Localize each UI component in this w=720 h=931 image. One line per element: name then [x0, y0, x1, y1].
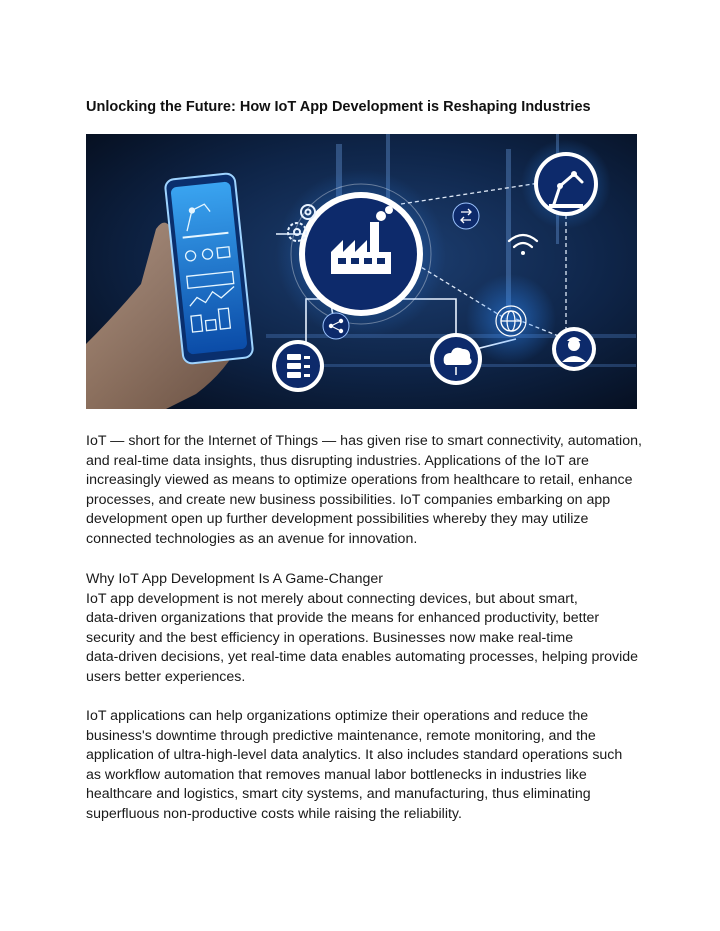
section-line: security and the best efficiency in operations. Businesses now make real-time — [86, 629, 574, 646]
worker-icon — [552, 327, 596, 371]
cloud-icon — [430, 333, 482, 385]
intro-line: processes, and create new business possibilities. IoT companies embarking on app — [86, 491, 611, 508]
article-title: Unlocking the Future: How IoT App Development is Reshaping Industries — [86, 99, 591, 115]
closing-paragraph — [86, 707, 646, 825]
section-block — [86, 570, 646, 688]
hero-image — [86, 134, 637, 409]
intro-line: increasingly viewed as means to optimize operations from healthcare to retail, enhance — [86, 472, 633, 489]
closing-line: IoT applications can help organizations optimize their operations and reduce the — [86, 708, 589, 724]
intro-line: development open up further development possibilities whereby they may utilize — [86, 511, 589, 528]
closing-line: business's downtime through predictive maintenance, remote monitoring, and the — [86, 727, 596, 744]
section-heading: Why IoT App Development Is A Game-Changer — [86, 571, 384, 587]
section-line: users better experiences. — [86, 668, 246, 685]
robot-arm-icon — [534, 152, 598, 216]
closing-line: application of ultra-high-level data analytics. It also includes standard operations such — [86, 747, 623, 764]
intro-line: connected technologies as an avenue for innovation. — [86, 530, 418, 547]
closing-line: healthcare and logistics, smart city systems, and manufacturing, thus eliminating — [86, 786, 591, 803]
section-line: data-driven decisions, yet real-time data enables automating processes, helping provide — [86, 649, 639, 666]
section-line: data-driven organizations that provide the means for enhanced productivity, better — [86, 610, 600, 627]
closing-line: as workflow automation that removes manual labor bottlenecks in industries like — [86, 766, 587, 783]
share-icon — [323, 313, 349, 339]
closing-line: superfluous non-productive costs while raising the reliability. — [86, 805, 462, 822]
intro-paragraph — [86, 432, 646, 550]
sync-icon — [453, 203, 479, 229]
intro-line: and real-time data insights, thus disrupting industries. Applications of the IoT are — [86, 452, 589, 469]
section-line: IoT app development is not merely about connecting devices, but about smart, — [86, 590, 578, 607]
globe-icon — [496, 306, 526, 336]
database-icon — [272, 340, 324, 392]
intro-line: IoT — short for the Internet of Things — has given rise to smart connectivity, automation, — [86, 433, 642, 449]
